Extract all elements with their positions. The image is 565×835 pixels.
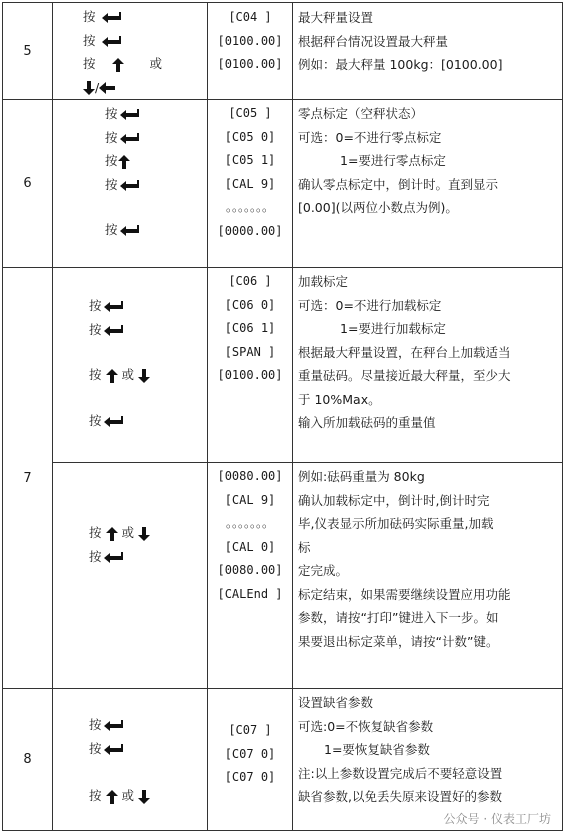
enter-arrow-icon — [118, 108, 140, 121]
display-code: [C06 1] — [224, 321, 276, 335]
op-press-label: 按 — [89, 717, 102, 732]
display-code: [0100.00] — [217, 33, 283, 48]
display-code: [CAL 0] — [224, 539, 276, 554]
description-cell — [293, 463, 563, 689]
description-line: 标 — [298, 539, 311, 555]
description-line: 1=要进行零点标定 — [340, 153, 446, 168]
description-line: 毕,仪表显示所加砝码实际重量,加载 — [298, 516, 494, 531]
description-cell — [293, 268, 563, 463]
description-line: 于 10%Max。 — [298, 391, 381, 407]
table-row — [3, 268, 563, 463]
op-press-label: 按 — [83, 56, 96, 71]
operation-cell — [53, 689, 208, 831]
description-line: [0.00](以两位小数点为例)。 — [298, 200, 458, 215]
op-or-label: 或 — [149, 56, 162, 71]
left-arrow-icon — [99, 82, 115, 94]
display-code-cell — [208, 463, 293, 689]
op-or-label: 或 — [121, 367, 134, 382]
op-slash: / — [95, 79, 100, 95]
operation-cell — [53, 3, 208, 100]
description-line: 零点标定（空秤状态） — [298, 106, 424, 121]
display-code-dots: 。。。。。。。 — [225, 516, 274, 530]
display-code: [0000.00] — [217, 223, 283, 238]
enter-arrow-icon — [100, 35, 122, 48]
watermark: 公众号 · 仪表工厂坊 — [443, 812, 551, 826]
description-line: 注:以上参数设置完成后不要轻意设置 — [298, 765, 503, 781]
display-code: [0100.00] — [217, 57, 283, 71]
step-number: 6 — [3, 100, 53, 268]
up-arrow-icon — [118, 155, 130, 169]
op-or-label: 或 — [121, 525, 134, 540]
description-line: 可选：0=不进行零点标定 — [298, 129, 442, 145]
enter-arrow-icon — [102, 300, 124, 313]
table-row — [3, 100, 563, 268]
down-arrow-icon — [138, 369, 150, 383]
operation-cell — [53, 463, 208, 689]
op-press-label: 按 — [89, 548, 102, 564]
description-line: 参数，请按“打印”键进入下一步。如 — [298, 610, 499, 625]
up-arrow-icon — [106, 369, 118, 383]
description-line: 果要退出标定菜单，请按“计数”键。 — [298, 633, 499, 649]
description-line: 确认零点标定中，倒计时。直到显示 — [298, 176, 499, 192]
description-line: 加载标定 — [298, 274, 349, 289]
down-arrow-icon — [138, 790, 150, 804]
display-code: [C05 ] — [228, 106, 272, 120]
op-press-label: 按 — [105, 153, 118, 168]
operation-cell — [53, 100, 208, 268]
table-row — [3, 463, 563, 689]
description-cell — [293, 3, 563, 100]
description-line: 定完成。 — [298, 563, 349, 578]
display-code-cell — [208, 689, 293, 831]
op-press-label: 按 — [105, 222, 118, 237]
description-line: 标定结束，如果需要继续设置应用功能 — [298, 586, 511, 602]
table-row — [3, 3, 563, 100]
display-code-cell — [208, 268, 293, 463]
op-press-label: 按 — [105, 176, 118, 192]
op-press-label: 按 — [89, 740, 102, 756]
settings-table — [2, 2, 563, 831]
down-arrow-icon — [138, 527, 150, 541]
description-line: 确认加载标定中，倒计时,倒计时完 — [298, 492, 490, 508]
display-code: [C05 0] — [224, 129, 276, 144]
description-line: 可选:0=不恢复缺省参数 — [298, 718, 434, 734]
step-number: 8 — [3, 689, 53, 831]
op-press-label: 按 — [89, 321, 102, 337]
op-press-label: 按 — [89, 367, 102, 382]
display-code: [0100.00] — [217, 368, 283, 382]
enter-arrow-icon — [102, 719, 124, 732]
description-cell — [293, 100, 563, 268]
up-arrow-icon — [112, 58, 124, 72]
display-code: [C07 ] — [228, 723, 272, 737]
op-press-label: 按 — [89, 298, 102, 313]
op-or-label: 或 — [121, 788, 134, 803]
description-line: 重量砝码。尽量接近最大秤量，至少大 — [298, 368, 511, 383]
display-code: [C07 0] — [224, 746, 276, 761]
up-arrow-icon — [106, 790, 118, 804]
description-line: 设置缺省参数 — [298, 695, 374, 710]
display-code: [CAL 9] — [224, 492, 276, 507]
enter-arrow-icon — [102, 551, 124, 564]
description-line: 根据最大秤量设置，在秤台上加载适当 — [298, 344, 511, 360]
enter-arrow-icon — [118, 179, 140, 192]
display-code: [C05 1] — [224, 153, 276, 167]
operation-cell — [53, 268, 208, 463]
op-press-label: 按 — [89, 525, 102, 540]
op-press-label: 按 — [89, 788, 102, 803]
description-line: 例如：最大秤量 100kg：[0100.00] — [298, 57, 503, 72]
op-press-label: 按 — [83, 32, 96, 48]
display-code: [CALEnd ] — [217, 586, 283, 601]
enter-arrow-icon — [102, 743, 124, 756]
display-code: [0080.00] — [217, 469, 283, 483]
enter-arrow-icon — [118, 132, 140, 145]
op-press-label: 按 — [105, 129, 118, 145]
display-code: [CAL 9] — [224, 176, 276, 191]
op-press-label: 按 — [105, 106, 118, 121]
enter-arrow-icon — [100, 11, 122, 24]
description-line: 最大秤量设置 — [298, 10, 374, 25]
display-code-cell — [208, 100, 293, 268]
display-code: [0080.00] — [217, 563, 283, 577]
description-line: 1=要进行加载标定 — [340, 321, 446, 336]
display-code-dots: 。。。。。。。 — [225, 200, 274, 214]
display-code: [C07 0] — [224, 770, 276, 784]
display-code: [SPAN ] — [224, 344, 276, 359]
display-code: [C06 ] — [228, 274, 272, 288]
description-line: 例如:砝码重量为 80kg — [298, 469, 425, 484]
enter-arrow-icon — [118, 224, 140, 237]
display-code: [C04 ] — [228, 10, 272, 24]
op-press-label: 按 — [89, 412, 102, 428]
description-line: 根据秤台情况设置最大秤量 — [298, 33, 449, 49]
description-line: 1=要恢复缺省参数 — [324, 742, 430, 757]
enter-arrow-icon — [102, 324, 124, 337]
up-arrow-icon — [106, 527, 118, 541]
description-line: 可选：0=不进行加载标定 — [298, 297, 442, 313]
step-number: 5 — [3, 3, 53, 100]
op-press-label: 按 — [83, 9, 96, 24]
enter-arrow-icon — [102, 415, 124, 428]
display-code: [C06 0] — [224, 297, 276, 312]
step-number: 7 — [3, 268, 53, 689]
description-line: 输入所加载砝码的重量值 — [298, 415, 436, 430]
description-line: 缺省参数,以免丢失原来设置好的参数 — [298, 789, 502, 804]
down-arrow-icon — [83, 81, 95, 95]
display-code-cell — [208, 3, 293, 100]
